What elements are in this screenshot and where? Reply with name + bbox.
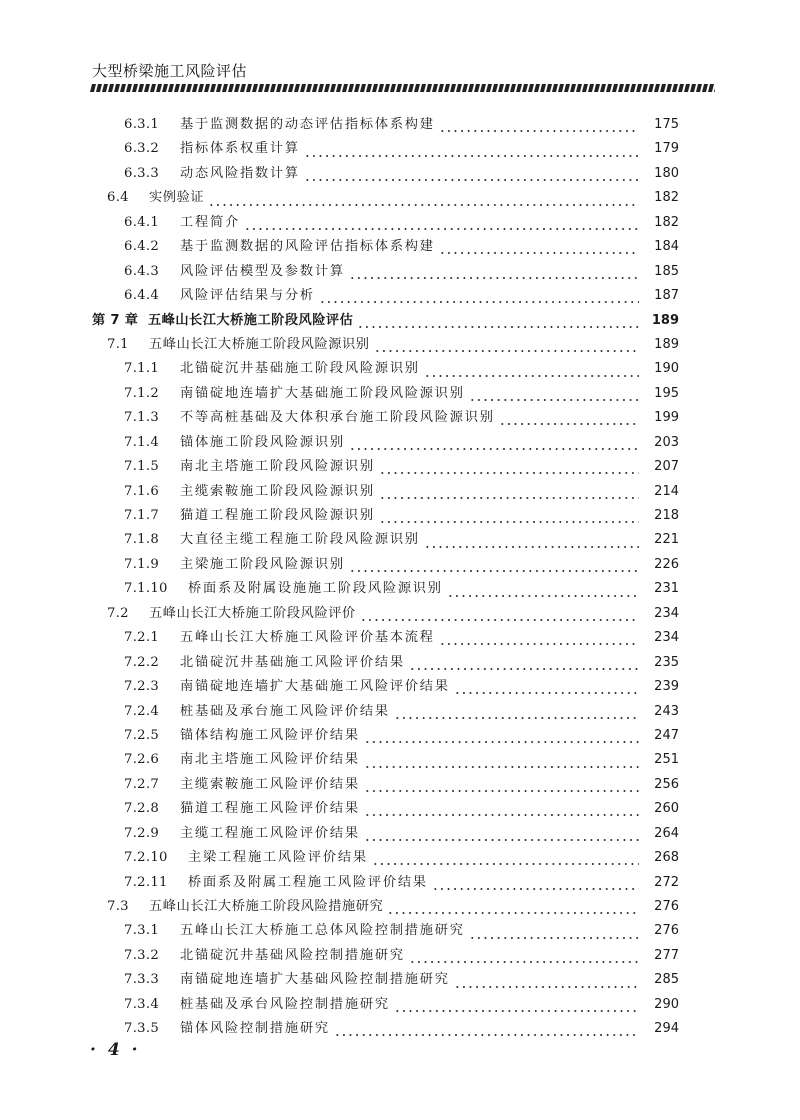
toc-entry-title: 桩基础及承台施工风险评价结果 <box>180 703 390 719</box>
dot-leader <box>394 700 639 724</box>
toc-entry[interactable] <box>0 626 800 650</box>
dot-leader <box>439 235 639 259</box>
toc-entry-page: 190 <box>654 361 679 377</box>
toc-entry-number: 7.2 <box>107 605 129 621</box>
dot-leader <box>349 260 639 284</box>
toc-entry-page: 203 <box>654 434 679 450</box>
toc-entry-number: 7.1.7 <box>124 508 160 523</box>
toc-entry[interactable] <box>0 406 800 430</box>
toc-entry-number: 6.4.3 <box>124 263 160 279</box>
toc-entry-page: 239 <box>654 679 679 695</box>
dot-leader <box>364 749 639 773</box>
toc-entry[interactable] <box>0 748 800 772</box>
toc-entry-title: 工程简介 <box>180 214 240 230</box>
toc-entry-number: 7.1.1 <box>124 361 160 377</box>
toc-entry-number: 7.2.2 <box>124 654 160 670</box>
toc-entry[interactable] <box>0 333 800 357</box>
toc-entry-title: 猫道工程施工阶段风险源识别 <box>180 508 375 523</box>
toc-entry[interactable] <box>0 993 800 1017</box>
toc-entry-title: 指标体系权重计算 <box>180 141 300 157</box>
toc-entry-number: 7.3 <box>107 899 129 914</box>
toc-entry-title: 主梁施工阶段风险源识别 <box>180 556 345 572</box>
toc-entry[interactable] <box>0 309 800 333</box>
dot-leader <box>357 309 639 333</box>
dot-leader <box>469 382 639 406</box>
toc-entry-title: 北锚碇沉井基础风险控制措施研究 <box>180 947 405 963</box>
running-head-title: 大型桥梁施工风险评估 <box>92 62 248 80</box>
toc-entry-title: 北锚碇沉井基础施工风险评价结果 <box>180 654 405 670</box>
toc-entry-number: 7.1 <box>107 336 129 352</box>
toc-entry-number: 7.1.4 <box>124 434 160 450</box>
toc-entry[interactable] <box>0 431 800 455</box>
toc-entry-title: 基于监测数据的动态评估指标体系构建 <box>180 117 435 132</box>
toc-entry-title: 风险评估结果与分析 <box>180 288 315 304</box>
toc-entry-page: 189 <box>651 312 679 328</box>
toc-entry[interactable] <box>0 211 800 235</box>
toc-entry-page: 175 <box>654 117 679 132</box>
toc-entry-title: 北锚碇沉井基础施工阶段风险源识别 <box>180 361 420 377</box>
toc-entry-title: 五峰山长江大桥施工阶段风险评价 <box>149 605 356 621</box>
toc-entry-title: 猫道工程施工风险评价结果 <box>180 801 360 817</box>
dot-leader <box>439 626 639 650</box>
dot-leader <box>379 480 639 504</box>
toc-entry-number: 7.3.4 <box>124 996 160 1012</box>
dot-leader <box>304 162 639 186</box>
toc-entry-number: 7.3.1 <box>124 923 160 939</box>
toc-entry-title: 五峰山长江大桥施工总体风险控制措施研究 <box>180 923 465 939</box>
toc-entry-page: 256 <box>654 776 679 792</box>
toc-entry-number: 6.3.2 <box>124 141 160 157</box>
toc-entry-title: 主缆工程施工风险评价结果 <box>180 825 360 841</box>
toc-entry-title: 桥面系及附属工程施工风险评价结果 <box>188 874 428 890</box>
toc-entry-number: 7.1.3 <box>124 410 160 426</box>
dot-leader <box>374 333 639 357</box>
toc-entry-page: 234 <box>654 605 679 621</box>
toc-entry-page: 207 <box>654 459 679 475</box>
toc-entry-title: 五峰山长江大桥施工阶段风险措施研究 <box>149 899 384 914</box>
toc-entry-page: 276 <box>654 899 679 914</box>
toc-entry-title: 不等高桩基础及大体积承台施工阶段风险源识别 <box>180 410 495 426</box>
toc-entry-page: 195 <box>654 385 679 401</box>
dot-leader <box>454 969 639 993</box>
toc-entry-number: 7.3.5 <box>124 1021 160 1037</box>
page-number: · 4 · <box>90 1040 141 1060</box>
toc-entry-number: 6.3.1 <box>124 117 160 132</box>
toc-entry-title: 风险评估模型及参数计算 <box>180 263 345 279</box>
dot-leader <box>432 871 639 895</box>
toc-entry[interactable] <box>0 944 800 968</box>
toc-entry-page: 294 <box>654 1021 679 1037</box>
dot-leader <box>364 773 639 797</box>
toc-entry-number: 7.1.2 <box>124 385 160 401</box>
toc-entry-page: 243 <box>654 703 679 719</box>
dot-leader <box>454 675 639 699</box>
toc-entry-title: 五峰山长江大桥施工阶段风险评估 <box>148 312 354 328</box>
toc-entry[interactable] <box>0 455 800 479</box>
dot-leader <box>364 822 639 846</box>
dot-leader <box>372 846 639 870</box>
toc-entry-page: 285 <box>654 972 679 988</box>
toc-entry-page: 221 <box>654 532 679 548</box>
toc-entry-page: 214 <box>654 483 679 499</box>
toc-entry[interactable] <box>0 553 800 577</box>
toc-entry-page: 185 <box>654 263 679 279</box>
toc-entry-number: 6.3.3 <box>124 165 160 181</box>
toc-entry-title: 实例验证 <box>149 190 205 206</box>
toc-entry-page: 268 <box>654 850 679 866</box>
toc-entry[interactable] <box>0 357 800 381</box>
dot-leader <box>394 993 639 1017</box>
toc-entry[interactable] <box>0 675 800 699</box>
toc-entry[interactable] <box>0 260 800 284</box>
toc-entry[interactable] <box>0 871 800 895</box>
toc-entry-page: 179 <box>654 141 679 157</box>
toc-entry-number: 7.2.8 <box>124 801 160 817</box>
toc-entry-title: 桥面系及附属设施施工阶段风险源识别 <box>188 581 443 597</box>
toc-entry[interactable] <box>0 846 800 870</box>
toc-entry-page: 199 <box>654 410 679 426</box>
toc-entry-number: 7.1.10 <box>124 581 168 597</box>
toc-entry[interactable] <box>0 1017 800 1041</box>
toc-entry[interactable] <box>0 773 800 797</box>
dot-leader <box>424 358 639 382</box>
toc-entry-page: 231 <box>654 581 679 597</box>
toc-entry-page: 272 <box>654 874 679 890</box>
dot-leader <box>334 1017 639 1041</box>
dot-leader <box>349 431 639 455</box>
toc-entry-number: 7.1.5 <box>124 459 160 475</box>
toc-entry[interactable] <box>0 919 800 943</box>
toc-entry-title: 桩基础及承台风险控制措施研究 <box>180 996 390 1012</box>
dot-leader <box>424 529 639 553</box>
toc-entry-page: 182 <box>654 214 679 230</box>
toc-entry-title: 主缆索鞍施工风险评价结果 <box>180 776 360 792</box>
toc-entry-number: 6.4.1 <box>124 214 160 230</box>
toc-entry-number: 7.2.3 <box>124 679 160 695</box>
dot-leader <box>387 895 639 919</box>
toc-entry[interactable] <box>0 528 800 552</box>
toc-entry[interactable] <box>0 504 800 528</box>
toc-entry-page: 184 <box>654 239 679 255</box>
dot-leader <box>360 602 639 626</box>
toc-entry-page: 276 <box>654 923 679 939</box>
toc-entry-title: 南锚碇地连墙扩大基础施工阶段风险源识别 <box>180 385 465 401</box>
toc-entry-title: 锚体风险控制措施研究 <box>180 1021 330 1037</box>
toc-entry[interactable] <box>0 651 800 675</box>
toc-entry-number: 7.2.5 <box>124 727 160 743</box>
toc-entry[interactable] <box>0 137 800 161</box>
dot-leader <box>364 724 639 748</box>
toc-entry[interactable] <box>0 724 800 748</box>
toc-entry-page: 277 <box>654 947 679 963</box>
toc-entry[interactable] <box>0 162 800 186</box>
toc-entry[interactable] <box>0 700 800 724</box>
toc-entry-page: 218 <box>654 508 679 523</box>
toc-entry-title: 南锚碇地连墙扩大基础施工风险评价结果 <box>180 679 450 695</box>
toc-entry-title: 南北主塔施工风险评价结果 <box>180 752 360 768</box>
toc-entry-number: 7.1.9 <box>124 556 160 572</box>
toc-entry-number: 7.2.11 <box>124 874 168 890</box>
dot-leader <box>379 455 639 479</box>
dot-leader <box>319 284 639 308</box>
toc-entry-number: 7.2.1 <box>124 630 160 646</box>
toc-entry[interactable] <box>0 284 800 308</box>
toc-entry[interactable] <box>0 797 800 821</box>
toc-entry-title: 五峰山长江大桥施工阶段风险源识别 <box>149 336 370 352</box>
toc-entry-page: 180 <box>654 165 679 181</box>
toc-entry[interactable] <box>0 968 800 992</box>
toc-entry[interactable] <box>0 602 800 626</box>
toc-entry[interactable] <box>0 382 800 406</box>
toc-entry-title: 主缆索鞍施工阶段风险源识别 <box>180 483 375 499</box>
toc-entry-page: 187 <box>654 288 679 304</box>
toc-entry[interactable] <box>0 480 800 504</box>
toc-entry-page: 226 <box>654 556 679 572</box>
table-of-contents <box>0 113 800 1042</box>
header-rule-decoration <box>90 84 715 92</box>
toc-entry-number: 7.2.4 <box>124 703 160 719</box>
toc-entry-number: 7.3.2 <box>124 947 160 963</box>
dot-leader <box>409 944 639 968</box>
dot-leader <box>244 211 639 235</box>
toc-entry-number: 第 7 章 <box>92 312 139 328</box>
dot-leader <box>379 504 639 528</box>
toc-entry-page: 235 <box>654 654 679 670</box>
dot-leader <box>469 920 639 944</box>
toc-entry[interactable] <box>0 822 800 846</box>
toc-entry-title: 基于监测数据的风险评估指标体系构建 <box>180 239 435 255</box>
toc-entry-number: 7.2.10 <box>124 850 168 866</box>
toc-entry-page: 290 <box>654 996 679 1012</box>
toc-entry-page: 260 <box>654 801 679 817</box>
toc-entry-title: 锚体施工阶段风险源识别 <box>180 434 345 450</box>
dot-leader <box>208 187 639 211</box>
toc-entry[interactable] <box>0 577 800 601</box>
toc-entry-number: 7.2.9 <box>124 825 160 841</box>
toc-entry-page: 234 <box>654 630 679 646</box>
dot-leader <box>447 578 639 602</box>
toc-entry-number: 7.1.8 <box>124 532 160 548</box>
toc-entry-title: 锚体结构施工风险评价结果 <box>180 727 360 743</box>
dot-leader <box>499 406 639 430</box>
toc-entry-title: 南锚碇地连墙扩大基础风险控制措施研究 <box>180 972 450 988</box>
toc-entry-number: 6.4.4 <box>124 288 160 304</box>
toc-entry[interactable] <box>0 186 800 210</box>
toc-entry[interactable] <box>0 895 800 919</box>
dot-leader <box>364 797 639 821</box>
toc-entry-number: 6.4 <box>107 190 129 206</box>
toc-entry-number: 6.4.2 <box>124 239 160 255</box>
toc-entry-page: 264 <box>654 825 679 841</box>
toc-entry-title: 主梁工程施工风险评价结果 <box>188 850 368 866</box>
dot-leader <box>304 138 639 162</box>
toc-entry-title: 动态风险指数计算 <box>180 165 300 181</box>
toc-entry-number: 7.2.7 <box>124 776 160 792</box>
toc-entry-title: 大直径主缆工程施工阶段风险源识别 <box>180 532 420 548</box>
toc-entry-page: 182 <box>654 190 679 206</box>
dot-leader <box>439 113 639 137</box>
toc-entry-page: 189 <box>654 336 679 352</box>
toc-entry[interactable] <box>0 113 800 137</box>
dot-leader <box>409 651 639 675</box>
toc-entry-title: 南北主塔施工阶段风险源识别 <box>180 459 375 475</box>
dot-leader <box>349 553 639 577</box>
toc-entry-title: 五峰山长江大桥施工风险评价基本流程 <box>180 630 435 646</box>
toc-entry-number: 7.1.6 <box>124 483 160 499</box>
toc-entry-page: 251 <box>654 752 679 768</box>
toc-entry-number: 7.3.3 <box>124 972 160 988</box>
toc-entry-number: 7.2.6 <box>124 752 160 768</box>
toc-entry-page: 247 <box>654 727 679 743</box>
toc-entry[interactable] <box>0 235 800 259</box>
